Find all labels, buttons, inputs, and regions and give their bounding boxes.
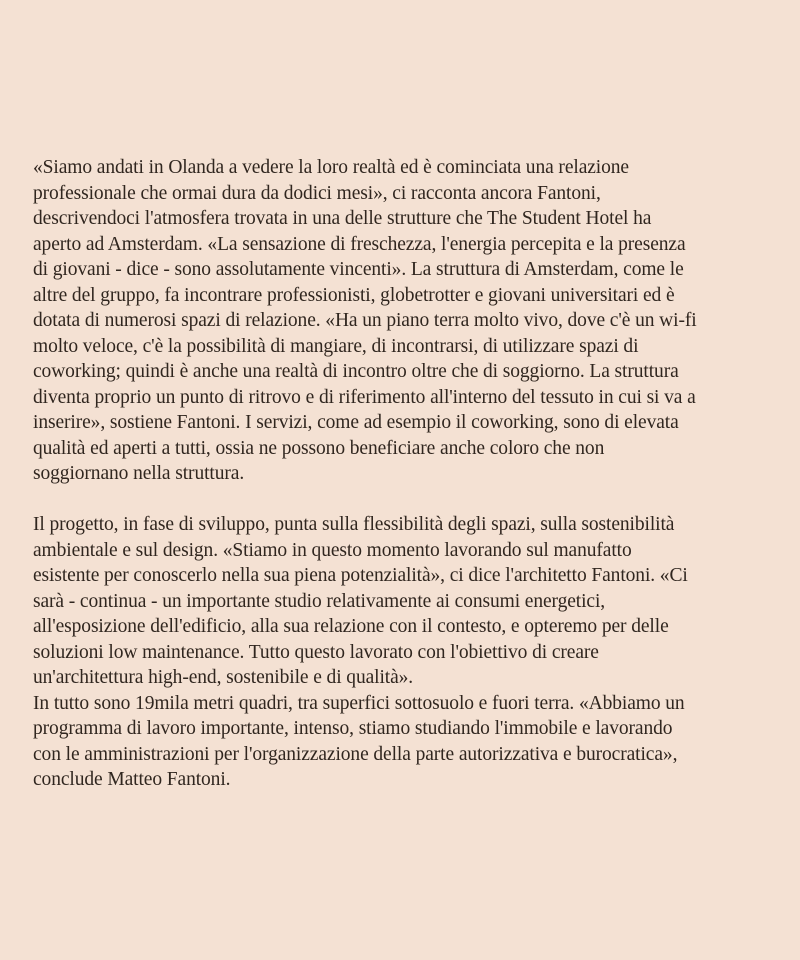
text-line: dotata di numerosi spazi di relazione. «Ha un piano terra molto vivo, dove c'è un wi-fi — [33, 310, 697, 331]
text-line: diventa proprio un punto di ritrovo e di riferimento all'interno del tessuto in cui si va a — [33, 386, 696, 408]
text-line: sarà - continua - un importante studio relativamente ai consumi energetici, — [33, 590, 606, 612]
text-line: In tutto sono 19mila metri quadri, tra superfici sottosuolo e fuori terra. «Abbiamo un — [33, 692, 685, 714]
text-line: esistente per conoscerlo nella sua piena potenzialità», ci dice l'architetto Fantoni. «Ci — [33, 565, 688, 586]
text-line: coworking; quindi è anche una realtà di incontro oltre che di soggiorno. La struttura — [33, 361, 679, 382]
article-paragraph-1 — [33, 155, 780, 487]
text-line: soluzioni low maintenance. Tutto questo lavorato con l'obiettivo di creare — [33, 641, 599, 663]
text-line: di giovani - dice - sono assolutamente vincenti». La struttura di Amsterdam, come le — [33, 259, 684, 280]
text-line: qualità ed aperti a tutti, ossia ne possono beneficiare anche coloro che non — [33, 437, 605, 459]
text-line: ambientale e sul design. «Stiamo in questo momento lavorando sul manufatto — [33, 539, 632, 561]
text-line: all'esposizione dell'edificio, alla sua relazione con il contesto, e opteremo per delle — [33, 616, 669, 637]
text-line: aperto ad Amsterdam. «La sensazione di freschezza, l'energia percepita e la presenza — [33, 233, 686, 255]
text-line: molto veloce, c'è la possibilità di mangiare, di incontrarsi, di utilizzare spazi di — [33, 335, 639, 357]
text-line: inserire», sostiene Fantoni. I servizi, come ad esempio il coworking, sono di elevata — [33, 412, 679, 433]
text-line: Il progetto, in fase di sviluppo, punta sulla flessibilità degli spazi, sulla sostenibilità — [33, 514, 675, 535]
text-line: «Siamo andati in Olanda a vedere la loro realtà ed è cominciata una relazione — [33, 157, 629, 178]
text-line: programma di lavoro importante, intenso, stiamo studiando l'immobile e lavorando — [33, 718, 673, 739]
text-line: conclude Matteo Fantoni. — [33, 769, 231, 790]
text-line: altre del gruppo, fa incontrare professionisti, globetrotter e giovani universitari ed è — [33, 284, 675, 306]
text-line: soggiornano nella struttura. — [33, 463, 245, 484]
text-line: professionale che ormai dura da dodici mesi», ci racconta ancora Fantoni, — [33, 182, 601, 204]
text-line: con le amministrazioni per l'organizzazione della parte autorizzativa e burocratica», — [33, 743, 678, 765]
text-line: descrivendoci l'atmosfera trovata in una delle strutture che The Student Hotel ha — [33, 208, 652, 229]
article-body — [33, 155, 780, 793]
article-paragraph-2 — [33, 512, 780, 793]
text-line: un'architettura high-end, sostenibile e di qualità». — [33, 667, 414, 688]
